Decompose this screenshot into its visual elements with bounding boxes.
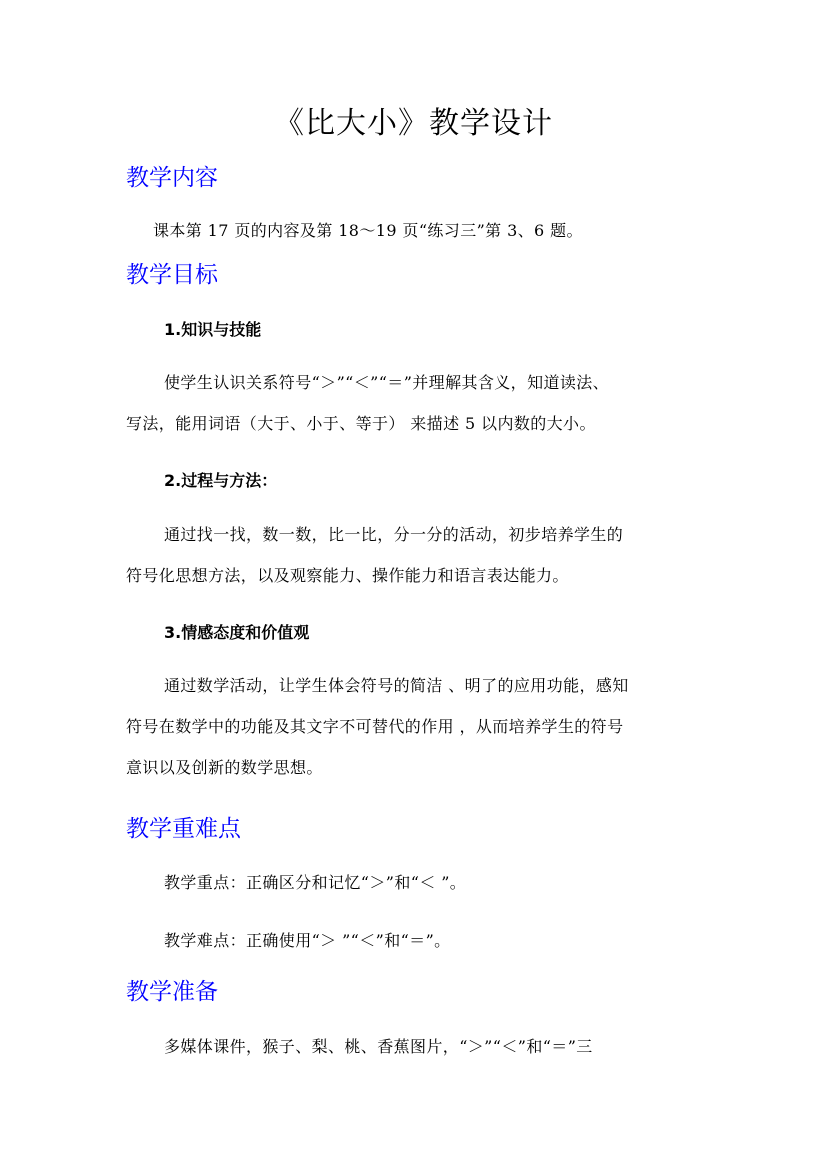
paragraph-line: 教学重点：正确区分和记忆“＞”和“＜ ”。 <box>164 873 467 892</box>
subheading-attitudes-values: 3.情感态度和价值观 <box>164 623 310 642</box>
subheading-knowledge-skills: 1.知识与技能 <box>164 320 262 339</box>
teaching-content-line: 课本第 17 页的内容及第 18～19 页“练习三”第 3、6 题。 <box>153 221 583 240</box>
attitudes-values-text <box>126 669 706 785</box>
paragraph-line: 符号化思想方法，以及观察能力、操作能力和语言表达能力。 <box>126 566 569 585</box>
paragraph-line: 教学难点：正确使用“＞ ”“＜”和“＝”。 <box>164 931 451 950</box>
knowledge-skills-text <box>126 366 706 441</box>
subheading-process-methods: 2.过程与方法： <box>164 471 278 490</box>
preparation-text <box>126 1030 706 1064</box>
paragraph-line: 意识以及创新的数学思想。 <box>126 758 323 777</box>
teaching-content-text <box>126 214 706 248</box>
paragraph-line: 使学生认识关系符号“＞”“＜”“＝”并理解其含义，知道读法、 <box>164 373 610 392</box>
paragraph-line: 符号在数学中的功能及其文字不可替代的作用 ，从而培养学生的符号 <box>126 717 624 736</box>
paragraph-line: 多媒体课件，猴子、梨、桃、香蕉图片，“＞”“＜”和“＝”三 <box>164 1037 593 1056</box>
key-point-text <box>126 866 706 900</box>
heading-key-difficult-points: 教学重难点 <box>126 816 241 842</box>
heading-teaching-content: 教学内容 <box>126 165 218 191</box>
paragraph-line: 通过数学活动，让学生体会符号的简洁 、明了的应用功能，感知 <box>164 676 629 695</box>
heading-teaching-goals: 教学目标 <box>126 262 218 288</box>
paragraph-line: 通过找一找，数一数，比一比，分一分的活动，初步培养学生的 <box>164 525 624 544</box>
document-title: 《比大小》教学设计 <box>274 106 553 141</box>
paragraph-line: 写法，能用词语（大于、小于、等于） 来描述 5 以内数的大小。 <box>126 414 596 433</box>
heading-teaching-preparation: 教学准备 <box>126 979 218 1005</box>
difficult-point-text <box>126 924 706 958</box>
process-methods-text <box>126 518 706 593</box>
